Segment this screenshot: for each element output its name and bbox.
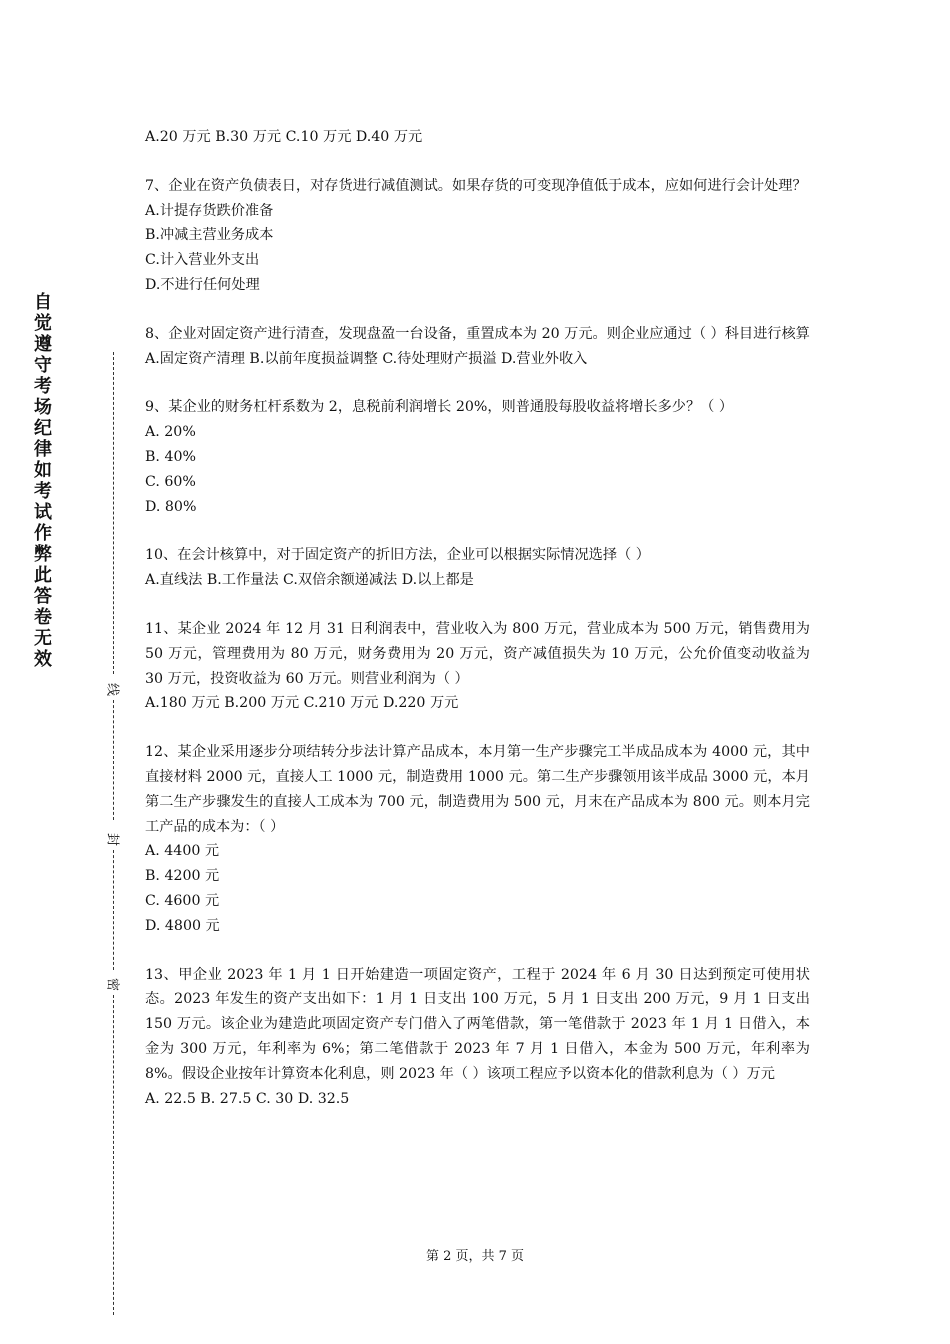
question-option: B. 4200 元 — [145, 868, 220, 885]
question-item — [145, 617, 810, 716]
question-option: C. 60% — [145, 473, 196, 490]
binding-dashed-line — [113, 352, 114, 674]
question-item — [145, 963, 810, 1112]
question-item — [145, 740, 810, 938]
question-option: D. 4800 元 — [145, 917, 220, 934]
question-option: A.固定资产清理 B.以前年度损益调整 C.待处理财产损溢 D.营业外收入 — [145, 350, 588, 367]
question-option: A.180 万元 B.200 万元 C.210 万元 D.220 万元 — [145, 695, 459, 712]
question-option: A. 4400 元 — [145, 843, 220, 860]
question-stem: 10、在会计核算中，对于固定资产的折旧方法，企业可以根据实际情况选择（ ） — [145, 547, 650, 564]
binding-label-dense: 密 — [105, 978, 124, 992]
question-item — [145, 543, 810, 593]
question-list — [145, 125, 810, 1135]
question-stem: 7、企业在资产负债表日，对存货进行减值测试。如果存货的可变现净值低于成本，应如何进行会计处理？ — [145, 177, 807, 194]
question-option: B.冲减主营业务成本 — [145, 227, 274, 244]
question-item — [145, 174, 810, 298]
question-option: C. 4600 元 — [145, 892, 220, 909]
question-option: D. 80% — [145, 498, 197, 515]
question-stem: 11、某企业 2024 年 12 月 31 日利润表中，营业收入为 800 万元，营业成本为 500 万元，销售费用为 50 万元，管理费用为 80 万元，财务费用为 20 万元，资产减值损失为 10 万元，公允价值变动收益为 30 万元，投资收益为 60 万元。则营业利润为（ ） — [145, 620, 810, 687]
exam-discipline-banner: 自觉遵守考场纪律如考试作弊此答卷无效 — [34, 292, 52, 670]
question-item — [145, 395, 810, 519]
question-option: A.计提存货跌价准备 — [145, 202, 274, 219]
question-option: A.20 万元 B.30 万元 C.10 万元 D.40 万元 — [145, 129, 423, 145]
question-item — [145, 322, 810, 372]
question-item — [145, 125, 810, 150]
binding-dashed-line — [113, 995, 114, 1315]
question-option: A.直线法 B.工作量法 C.双倍余额递减法 D.以上都是 — [145, 572, 474, 589]
binding-dashed-line — [113, 700, 114, 820]
question-option: A. 22.5 B. 27.5 C. 30 D. 32.5 — [145, 1090, 350, 1107]
question-option: B. 40% — [145, 448, 196, 465]
question-stem: 9、某企业的财务杠杆系数为 2，息税前利润增长 20%，则普通股每股收益将增长多少？（ ） — [145, 399, 734, 416]
question-stem: 8、企业对固定资产进行清查，发现盘盈一台设备，重置成本为 20 万元。则企业应通过（ ）科目进行核算 — [145, 325, 810, 342]
question-option: D.不进行任何处理 — [145, 276, 260, 293]
question-option: C.计入营业外支出 — [145, 252, 260, 269]
binding-label-line: 线 — [105, 683, 124, 697]
question-stem: 13、甲企业 2023 年 1 月 1 日开始建造一项固定资产，工程于 2024 年 6 月 30 日达到预定可使用状态。2023 年发生的资产支出如下：1 月 1 日支出 100 万元，5 月 1 日支出 200 万元，9 月 1 日支出 150 万元。该企业为建造此项固定资产专门借入了两笔借款，第一笔借款于 2023 年 1 月 1 日借入，本金为 300 万元，年利率为 6%；第二笔借款于 2023 年 7 月 1 日借入，本金为 500 万元，年利率为 8%。假设企业按年计算资本化利息，则 2023 年（ ）该项工程应予以资本化的借款利息为（ ）万元 — [145, 966, 810, 1082]
page-number: 第 2 页，共 7 页 — [425, 1249, 525, 1264]
question-option: A. 20% — [145, 424, 196, 441]
binding-dashed-line — [113, 850, 114, 970]
binding-label-seal: 封 — [105, 833, 124, 847]
question-stem: 12、某企业采用逐步分项结转分步法计算产品成本，本月第一生产步骤完工半成品成本为 4000 元，其中直接材料 2000 元，直接人工 1000 元，制造费用 1000 元。第二生产步骤领用该半成品 3000 元，本月第二生产步骤发生的直接人工成本为 700 元，制造费用为 500 元，月末在产品成本为 800 元。则本月完工产品的成本为：（ ） — [145, 744, 810, 835]
